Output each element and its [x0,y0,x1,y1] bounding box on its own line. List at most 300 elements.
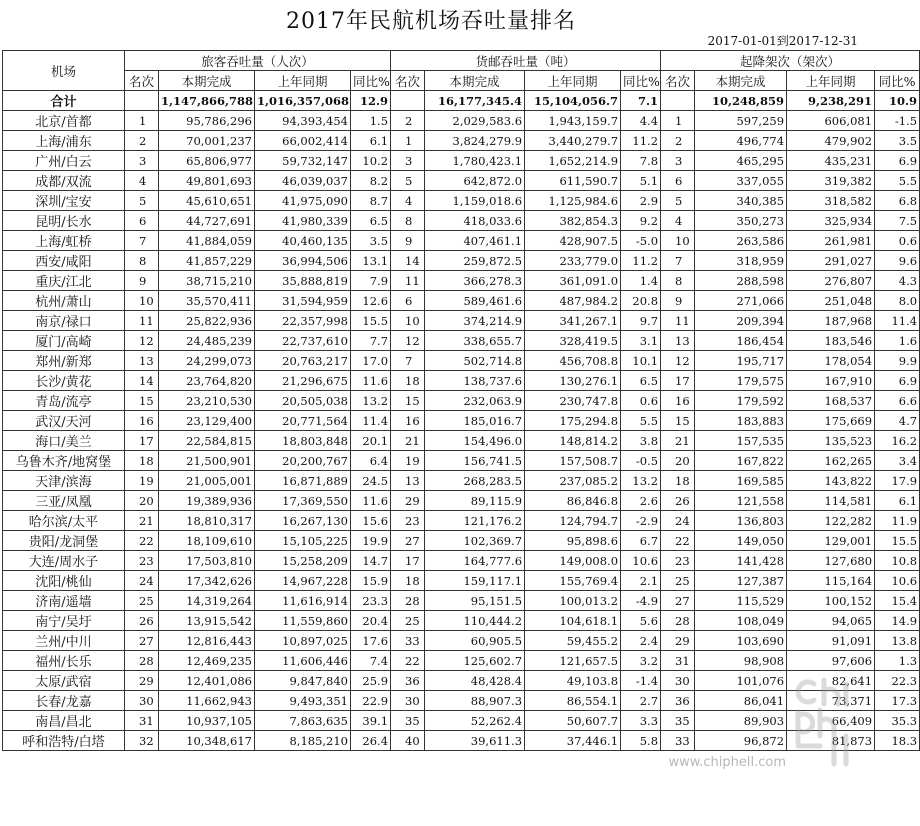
cell-flights-prev: 319,382 [787,171,875,191]
table-row [3,151,920,171]
cell-passenger-yoy: 12.6 [351,291,391,311]
cell-cargo-yoy: 3.1 [621,331,661,351]
cell-flights-rank: 18 [661,471,695,491]
table-row [3,351,920,371]
cell-passenger-rank: 17 [125,431,159,451]
cell-passenger-current: 38,715,210 [159,271,255,291]
cell-flights-current: 271,066 [695,291,787,311]
cell-passenger-prev: 20,200,767 [255,451,351,471]
cell-airport: 沈阳/桃仙 [3,571,125,591]
cell-flights-yoy: 10.6 [875,571,920,591]
cell-flights-prev: 291,027 [787,251,875,271]
cell-flights-rank: 24 [661,511,695,531]
cell-flights-prev: 97,606 [787,651,875,671]
cell-passenger-current: 23,764,820 [159,371,255,391]
cell-cargo-prev: 100,013.2 [525,591,621,611]
cell-cargo-prev: 148,814.2 [525,431,621,451]
cell-airport: 福州/长乐 [3,651,125,671]
cell-passenger-prev: 15,258,209 [255,551,351,571]
cell-flights-current: 350,273 [695,211,787,231]
cell-flights-rank: 10 [661,231,695,251]
cell-cargo-rank: 9 [391,231,425,251]
cell-rank [661,91,695,111]
cell-passenger-current: 25,822,936 [159,311,255,331]
cell-cargo-current: 418,033.6 [425,211,525,231]
cell-cargo-prev: 1,125,984.6 [525,191,621,211]
cell-passenger-prev: 9,493,351 [255,691,351,711]
cell-passenger-rank: 31 [125,711,159,731]
cell-cargo-prev: 121,657.5 [525,651,621,671]
cell-cargo-current: 502,714.8 [425,351,525,371]
cell-flights-prev: 66,409 [787,711,875,731]
cell-airport: 大连/周水子 [3,551,125,571]
cell-cargo-yoy: 3.3 [621,711,661,731]
cell-flights-rank: 7 [661,251,695,271]
cell-flights-rank: 17 [661,371,695,391]
cell-passenger-current: 12,816,443 [159,631,255,651]
cell-flights-current: 263,586 [695,231,787,251]
cell-cargo-prev: 104,618.1 [525,611,621,631]
cell-passenger-prev: 14,967,228 [255,571,351,591]
cell-flights-rank: 28 [661,611,695,631]
cell-cargo-current: 3,824,279.9 [425,131,525,151]
cell-cargo-yoy: 5.5 [621,411,661,431]
cell-passenger-yoy: 8.7 [351,191,391,211]
cell-cargo-yoy: 0.6 [621,391,661,411]
cell-passenger-prev: 41,975,090 [255,191,351,211]
cell-passenger-current: 21,005,001 [159,471,255,491]
cell-passenger-rank: 12 [125,331,159,351]
cell-passenger-yoy: 11.4 [351,411,391,431]
cell-passenger-current: 23,210,530 [159,391,255,411]
cell-flights-rank: 8 [661,271,695,291]
cell-cargo-rank: 7 [391,351,425,371]
table-row [3,531,920,551]
cell-passenger-prev: 21,296,675 [255,371,351,391]
cell-passenger-prev: 94,393,454 [255,111,351,131]
cell-passenger-rank: 27 [125,631,159,651]
cell-flights-yoy: 11.4 [875,311,920,331]
cell-cargo-current: 159,117.1 [425,571,525,591]
cell-cargo-prev: 157,508.7 [525,451,621,471]
cell-flights-prev: 168,537 [787,391,875,411]
cell-flights-yoy: 6.1 [875,491,920,511]
cell-cargo-prev: 230,747.8 [525,391,621,411]
cell-airport: 哈尔滨/太平 [3,511,125,531]
cell-cargo-rank: 12 [391,331,425,351]
cell-flights-yoy: 6.9 [875,151,920,171]
cell-cargo-yoy: 20.8 [621,291,661,311]
cell-passenger-rank: 32 [125,731,159,751]
cell-cargo-prev: 1,943,159.7 [525,111,621,131]
cell-flights-prev: 94,065 [787,611,875,631]
cell-cargo-yoy: 5.1 [621,171,661,191]
cell-cargo-prev: 86,846.8 [525,491,621,511]
cell-flights-yoy: 6.8 [875,191,920,211]
header-rank: 名次 [661,71,695,91]
cell-cargo-rank: 21 [391,431,425,451]
cell-passenger-rank: 4 [125,171,159,191]
cell-flights-current: 136,803 [695,511,787,531]
cell-flights-rank: 35 [661,711,695,731]
cell-passenger-yoy: 17.6 [351,631,391,651]
table-row [3,231,920,251]
cell-flights-prev: 100,152 [787,591,875,611]
cell-airport: 上海/虹桥 [3,231,125,251]
cell-passenger-yoy: 6.5 [351,211,391,231]
cell-passenger-rank: 10 [125,291,159,311]
cell-cargo-rank: 22 [391,651,425,671]
cell-passenger-prev: 20,763,217 [255,351,351,371]
cell-passenger-rank: 5 [125,191,159,211]
cell-flights-prev: 162,265 [787,451,875,471]
cell-flights-prev: 115,164 [787,571,875,591]
cell-cargo-prev: 95,898.6 [525,531,621,551]
cell-passenger-current: 44,727,691 [159,211,255,231]
cell-passenger-prev: 11,616,914 [255,591,351,611]
cell-cargo-current: 185,016.7 [425,411,525,431]
cell-flights-prev: 318,582 [787,191,875,211]
cell-passenger-current: 41,884,059 [159,231,255,251]
table-row [3,451,920,471]
cell-flights-current: 179,575 [695,371,787,391]
cell-passenger-current: 17,342,626 [159,571,255,591]
cell-flights-rank: 21 [661,431,695,451]
cell-passenger-current: 1,147,866,788 [159,91,255,111]
cell-cargo-prev: 361,091.0 [525,271,621,291]
cell-passenger-prev: 31,594,959 [255,291,351,311]
cell-cargo-rank: 15 [391,391,425,411]
cell-cargo-yoy: 2.9 [621,191,661,211]
cell-flights-current: 167,822 [695,451,787,471]
cell-flights-yoy: 1.6 [875,331,920,351]
cell-passenger-prev: 17,369,550 [255,491,351,511]
cell-passenger-current: 22,584,815 [159,431,255,451]
table-row [3,571,920,591]
cell-passenger-rank: 21 [125,511,159,531]
cell-passenger-rank: 24 [125,571,159,591]
cell-cargo-prev: 233,779.0 [525,251,621,271]
cell-flights-yoy: 7.5 [875,211,920,231]
cell-cargo-current: 1,159,018.6 [425,191,525,211]
cell-passenger-prev: 22,357,998 [255,311,351,331]
cell-airport: 广州/白云 [3,151,125,171]
table-row [3,411,920,431]
cell-passenger-rank: 20 [125,491,159,511]
cell-flights-rank: 4 [661,211,695,231]
cell-cargo-yoy: -5.0 [621,231,661,251]
cell-cargo-rank: 17 [391,551,425,571]
cell-cargo-yoy: 7.8 [621,151,661,171]
cell-airport: 深圳/宝安 [3,191,125,211]
cell-cargo-rank: 4 [391,191,425,211]
header-rank: 名次 [391,71,425,91]
header-current: 本期完成 [425,71,525,91]
cell-cargo-current: 268,283.5 [425,471,525,491]
cell-cargo-prev: 3,440,279.7 [525,131,621,151]
cell-cargo-yoy: 9.7 [621,311,661,331]
cell-flights-prev: 187,968 [787,311,875,331]
cell-airport: 重庆/江北 [3,271,125,291]
cell-cargo-prev: 382,854.3 [525,211,621,231]
cell-passenger-prev: 36,994,506 [255,251,351,271]
cell-flights-current: 183,883 [695,411,787,431]
cell-passenger-rank: 6 [125,211,159,231]
cell-flights-current: 141,428 [695,551,787,571]
cell-passenger-yoy: 15.9 [351,571,391,591]
cell-flights-rank: 27 [661,591,695,611]
cell-passenger-yoy: 24.5 [351,471,391,491]
cell-airport: 武汉/天河 [3,411,125,431]
cell-passenger-rank: 25 [125,591,159,611]
cell-rank [391,91,425,111]
cell-flights-yoy: 9.9 [875,351,920,371]
cell-flights-prev: 178,054 [787,351,875,371]
cell-passenger-yoy: 25.9 [351,671,391,691]
cell-flights-yoy: 17.9 [875,471,920,491]
cell-flights-rank: 36 [661,691,695,711]
cell-cargo-prev: 456,708.8 [525,351,621,371]
cell-passenger-current: 70,001,237 [159,131,255,151]
date-range: 2017-01-01到2017-12-31 [707,34,858,48]
cell-flights-rank: 25 [661,571,695,591]
cell-airport: 西安/咸阳 [3,251,125,271]
cell-airport: 贵阳/龙洞堡 [3,531,125,551]
cell-passenger-yoy: 23.3 [351,591,391,611]
cell-passenger-rank: 29 [125,671,159,691]
cell-airport: 青岛/流亭 [3,391,125,411]
table-row [3,431,920,451]
cell-cargo-yoy: 1.4 [621,271,661,291]
header-prev: 上年同期 [525,71,621,91]
table-row [3,651,920,671]
page-title: 2017年民航机场吞吐量排名 [286,9,576,34]
cell-passenger-prev: 40,460,135 [255,231,351,251]
cell-airport: 南宁/吴圩 [3,611,125,631]
cell-flights-rank: 15 [661,411,695,431]
cell-passenger-current: 21,500,901 [159,451,255,471]
cell-flights-yoy: 10.9 [875,91,920,111]
cell-flights-prev: 183,546 [787,331,875,351]
cell-flights-yoy: 3.5 [875,131,920,151]
cell-flights-rank: 11 [661,311,695,331]
header-rank: 名次 [125,71,159,91]
cell-cargo-prev: 37,446.1 [525,731,621,751]
cell-cargo-rank: 19 [391,451,425,471]
cell-passenger-yoy: 11.6 [351,371,391,391]
cell-flights-rank: 3 [661,151,695,171]
cell-cargo-prev: 155,769.4 [525,571,621,591]
table-row [3,631,920,651]
cell-passenger-rank: 16 [125,411,159,431]
cell-cargo-current: 366,278.3 [425,271,525,291]
cell-flights-rank: 5 [661,191,695,211]
cell-flights-prev: 261,981 [787,231,875,251]
cell-flights-yoy: 16.2 [875,431,920,451]
table-row [3,471,920,491]
cell-flights-rank: 30 [661,671,695,691]
cell-passenger-rank: 1 [125,111,159,131]
header-yoy: 同比% [351,71,391,91]
cell-flights-prev: 81,873 [787,731,875,751]
cell-passenger-yoy: 13.1 [351,251,391,271]
cell-cargo-rank: 30 [391,691,425,711]
cell-passenger-rank: 9 [125,271,159,291]
header-yoy: 同比% [875,71,920,91]
cell-passenger-current: 13,915,542 [159,611,255,631]
cell-passenger-yoy: 15.5 [351,311,391,331]
cell-cargo-rank: 23 [391,511,425,531]
cell-passenger-yoy: 26.4 [351,731,391,751]
cell-cargo-yoy: 7.1 [621,91,661,111]
cell-cargo-current: 60,905.5 [425,631,525,651]
cell-flights-yoy: 6.9 [875,371,920,391]
cell-cargo-current: 16,177,345.4 [425,91,525,111]
cell-flights-current: 337,055 [695,171,787,191]
cell-flights-current: 340,385 [695,191,787,211]
cell-cargo-yoy: 2.7 [621,691,661,711]
cell-flights-rank: 1 [661,111,695,131]
cell-passenger-prev: 15,105,225 [255,531,351,551]
cell-cargo-yoy: -2.9 [621,511,661,531]
cell-passenger-rank: 7 [125,231,159,251]
ranking-table [2,50,920,751]
cell-flights-prev: 251,048 [787,291,875,311]
cell-passenger-prev: 59,732,147 [255,151,351,171]
cell-cargo-rank: 18 [391,571,425,591]
table-row [3,211,920,231]
cell-airport: 上海/浦东 [3,131,125,151]
cell-airport: 太原/武宿 [3,671,125,691]
cell-passenger-yoy: 7.4 [351,651,391,671]
cell-cargo-yoy: 2.1 [621,571,661,591]
cell-cargo-current: 88,907.3 [425,691,525,711]
cell-flights-rank: 31 [661,651,695,671]
cell-flights-yoy: 14.9 [875,611,920,631]
cell-cargo-yoy: 11.2 [621,251,661,271]
cell-passenger-current: 23,129,400 [159,411,255,431]
cell-passenger-prev: 16,267,130 [255,511,351,531]
cell-passenger-rank: 8 [125,251,159,271]
table-row [3,191,920,211]
cell-cargo-current: 232,063.9 [425,391,525,411]
cell-passenger-current: 12,469,235 [159,651,255,671]
cell-cargo-rank: 36 [391,671,425,691]
cell-cargo-rank: 27 [391,531,425,551]
cell-flights-yoy: 15.4 [875,591,920,611]
cell-passenger-prev: 66,002,414 [255,131,351,151]
cell-cargo-current: 164,777.6 [425,551,525,571]
cell-flights-yoy: 5.5 [875,171,920,191]
cell-airport: 南京/禄口 [3,311,125,331]
cell-passenger-rank: 3 [125,151,159,171]
cell-flights-current: 496,774 [695,131,787,151]
table-row [3,731,920,751]
cell-flights-prev: 127,680 [787,551,875,571]
cell-flights-current: 10,248,859 [695,91,787,111]
cell-flights-current: 465,295 [695,151,787,171]
header-yoy: 同比% [621,71,661,91]
cell-passenger-current: 14,319,264 [159,591,255,611]
cell-flights-current: 318,959 [695,251,787,271]
cell-flights-prev: 479,902 [787,131,875,151]
cell-flights-rank: 33 [661,731,695,751]
cell-flights-current: 597,259 [695,111,787,131]
table-row [3,331,920,351]
header-prev: 上年同期 [255,71,351,91]
header-row-columns [3,71,920,91]
cell-flights-yoy: 6.6 [875,391,920,411]
cell-cargo-prev: 1,652,214.9 [525,151,621,171]
cell-cargo-prev: 124,794.7 [525,511,621,531]
cell-passenger-prev: 35,888,819 [255,271,351,291]
cell-cargo-current: 338,655.7 [425,331,525,351]
cell-passenger-prev: 41,980,339 [255,211,351,231]
cell-cargo-current: 121,176.2 [425,511,525,531]
cell-passenger-prev: 8,185,210 [255,731,351,751]
cell-cargo-current: 138,737.6 [425,371,525,391]
cell-cargo-rank: 33 [391,631,425,651]
cell-airport: 长春/龙嘉 [3,691,125,711]
total-row [3,91,920,111]
cell-passenger-current: 11,662,943 [159,691,255,711]
cell-flights-current: 86,041 [695,691,787,711]
cell-airport: 南昌/昌北 [3,711,125,731]
cell-passenger-current: 19,389,936 [159,491,255,511]
total-label: 合计 [3,91,125,111]
cell-flights-prev: 606,081 [787,111,875,131]
cell-airport: 长沙/黄花 [3,371,125,391]
cell-airport: 郑州/新郑 [3,351,125,371]
cell-cargo-yoy: 10.6 [621,551,661,571]
cell-passenger-yoy: 14.7 [351,551,391,571]
cell-passenger-yoy: 7.9 [351,271,391,291]
cell-cargo-rank: 10 [391,311,425,331]
cell-passenger-prev: 11,606,446 [255,651,351,671]
cell-flights-current: 89,903 [695,711,787,731]
table-row [3,491,920,511]
cell-passenger-current: 12,401,086 [159,671,255,691]
cell-cargo-prev: 328,419.5 [525,331,621,351]
cell-cargo-yoy: 11.2 [621,131,661,151]
cell-flights-rank: 22 [661,531,695,551]
cell-flights-rank: 2 [661,131,695,151]
cell-passenger-rank: 19 [125,471,159,491]
cell-flights-rank: 23 [661,551,695,571]
cell-flights-current: 108,049 [695,611,787,631]
cell-cargo-yoy: -4.9 [621,591,661,611]
cell-cargo-prev: 149,008.0 [525,551,621,571]
table-row [3,251,920,271]
cell-passenger-current: 24,485,239 [159,331,255,351]
cell-cargo-prev: 341,267.1 [525,311,621,331]
cell-flights-current: 103,690 [695,631,787,651]
cell-airport: 济南/遥墙 [3,591,125,611]
cell-flights-current: 157,535 [695,431,787,451]
cell-cargo-prev: 428,907.5 [525,231,621,251]
table-row [3,551,920,571]
cell-passenger-rank: 30 [125,691,159,711]
cell-cargo-yoy: 2.6 [621,491,661,511]
cell-passenger-yoy: 13.2 [351,391,391,411]
cell-cargo-prev: 15,104,056.7 [525,91,621,111]
cell-cargo-current: 125,602.7 [425,651,525,671]
table-row [3,171,920,191]
header-passenger: 旅客吞吐量（人次） [125,51,391,71]
cell-airport: 厦门/高崎 [3,331,125,351]
cell-flights-current: 209,394 [695,311,787,331]
cell-flights-yoy: 10.8 [875,551,920,571]
